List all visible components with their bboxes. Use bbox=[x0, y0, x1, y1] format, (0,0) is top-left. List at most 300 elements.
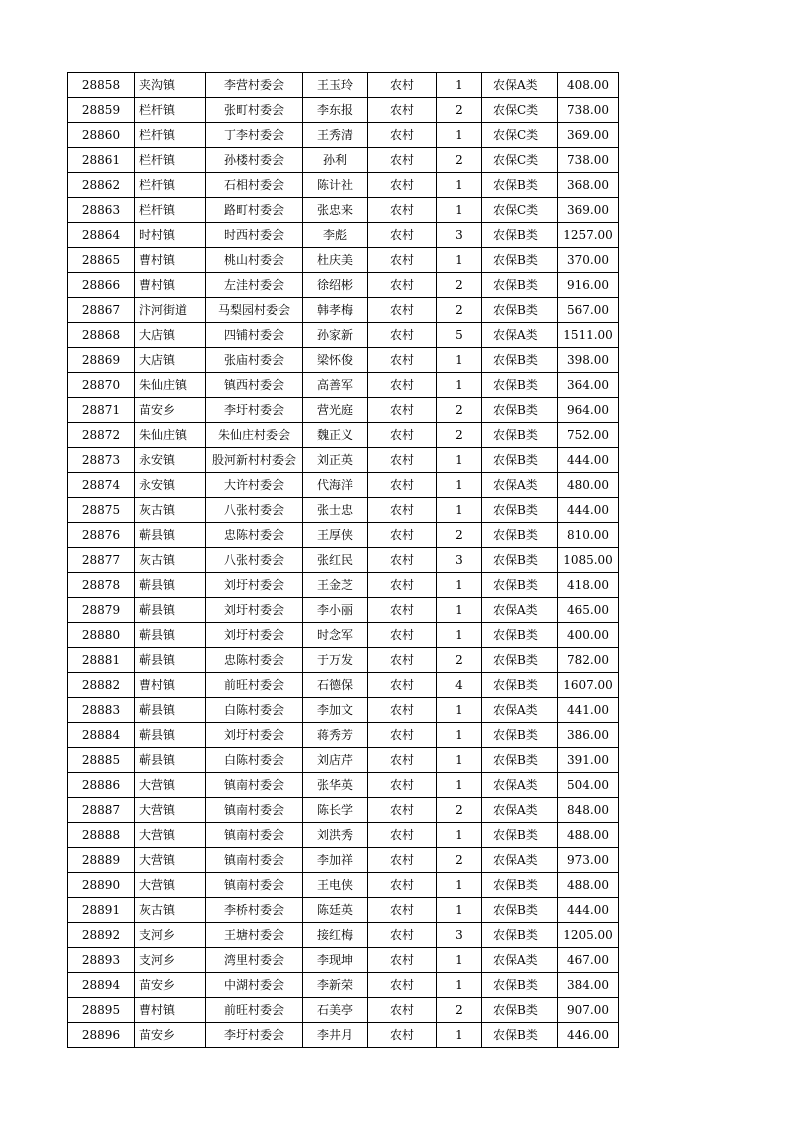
table-row bbox=[68, 398, 619, 423]
cell-name: 李新荣 bbox=[303, 973, 368, 998]
cell-town: 曹村镇 bbox=[135, 248, 206, 273]
cell-count: 1 bbox=[437, 348, 482, 373]
cell-category: 农保B类 bbox=[482, 398, 558, 423]
cell-category: 农保B类 bbox=[482, 548, 558, 573]
cell-type: 农村 bbox=[368, 898, 437, 923]
cell-category: 农保B类 bbox=[482, 823, 558, 848]
cell-name: 刘洪秀 bbox=[303, 823, 368, 848]
cell-name: 李彪 bbox=[303, 223, 368, 248]
cell-village: 路町村委会 bbox=[206, 198, 303, 223]
cell-category: 农保B类 bbox=[482, 573, 558, 598]
cell-id: 28886 bbox=[68, 773, 135, 798]
cell-id: 28862 bbox=[68, 173, 135, 198]
cell-id: 28891 bbox=[68, 898, 135, 923]
cell-amount: 738.00 bbox=[558, 98, 619, 123]
cell-type: 农村 bbox=[368, 873, 437, 898]
cell-village: 张町村委会 bbox=[206, 98, 303, 123]
cell-town: 汴河街道 bbox=[135, 298, 206, 323]
cell-count: 2 bbox=[437, 423, 482, 448]
cell-category: 农保A类 bbox=[482, 73, 558, 98]
cell-category: 农保B类 bbox=[482, 898, 558, 923]
table-row bbox=[68, 573, 619, 598]
cell-id: 28874 bbox=[68, 473, 135, 498]
cell-name: 杜庆美 bbox=[303, 248, 368, 273]
cell-village: 镇西村委会 bbox=[206, 373, 303, 398]
cell-category: 农保B类 bbox=[482, 423, 558, 448]
cell-id: 28877 bbox=[68, 548, 135, 573]
cell-category: 农保A类 bbox=[482, 698, 558, 723]
cell-type: 农村 bbox=[368, 173, 437, 198]
cell-town: 苗安乡 bbox=[135, 398, 206, 423]
cell-category: 农保B类 bbox=[482, 998, 558, 1023]
cell-name: 李现坤 bbox=[303, 948, 368, 973]
cell-name: 王秀清 bbox=[303, 123, 368, 148]
cell-village: 镇南村委会 bbox=[206, 798, 303, 823]
table-row bbox=[68, 473, 619, 498]
cell-category: 农保B类 bbox=[482, 498, 558, 523]
cell-id: 28889 bbox=[68, 848, 135, 873]
cell-type: 农村 bbox=[368, 973, 437, 998]
cell-amount: 973.00 bbox=[558, 848, 619, 873]
table-row bbox=[68, 748, 619, 773]
cell-type: 农村 bbox=[368, 773, 437, 798]
cell-village: 镇南村委会 bbox=[206, 823, 303, 848]
cell-amount: 810.00 bbox=[558, 523, 619, 548]
cell-count: 1 bbox=[437, 448, 482, 473]
cell-village: 八张村委会 bbox=[206, 548, 303, 573]
table-row bbox=[68, 698, 619, 723]
cell-count: 2 bbox=[437, 523, 482, 548]
cell-town: 大店镇 bbox=[135, 323, 206, 348]
cell-type: 农村 bbox=[368, 123, 437, 148]
table-row bbox=[68, 873, 619, 898]
cell-id: 28882 bbox=[68, 673, 135, 698]
table-row bbox=[68, 848, 619, 873]
cell-category: 农保C类 bbox=[482, 198, 558, 223]
cell-name: 张红民 bbox=[303, 548, 368, 573]
cell-type: 农村 bbox=[368, 673, 437, 698]
cell-amount: 480.00 bbox=[558, 473, 619, 498]
cell-count: 1 bbox=[437, 373, 482, 398]
cell-category: 农保B类 bbox=[482, 648, 558, 673]
cell-amount: 782.00 bbox=[558, 648, 619, 673]
cell-town: 永安镇 bbox=[135, 448, 206, 473]
cell-id: 28884 bbox=[68, 723, 135, 748]
cell-category: 农保B类 bbox=[482, 223, 558, 248]
cell-name: 张忠来 bbox=[303, 198, 368, 223]
cell-town: 蕲县镇 bbox=[135, 723, 206, 748]
cell-count: 2 bbox=[437, 998, 482, 1023]
cell-name: 时念军 bbox=[303, 623, 368, 648]
cell-village: 大许村委会 bbox=[206, 473, 303, 498]
cell-name: 孙利 bbox=[303, 148, 368, 173]
cell-amount: 418.00 bbox=[558, 573, 619, 598]
cell-count: 1 bbox=[437, 623, 482, 648]
cell-amount: 370.00 bbox=[558, 248, 619, 273]
cell-count: 1 bbox=[437, 248, 482, 273]
cell-village: 李圩村委会 bbox=[206, 1023, 303, 1048]
table-row bbox=[68, 723, 619, 748]
cell-name: 王金芝 bbox=[303, 573, 368, 598]
cell-id: 28887 bbox=[68, 798, 135, 823]
cell-name: 王厚侠 bbox=[303, 523, 368, 548]
cell-category: 农保A类 bbox=[482, 323, 558, 348]
cell-village: 刘圩村委会 bbox=[206, 573, 303, 598]
cell-id: 28875 bbox=[68, 498, 135, 523]
cell-category: 农保B类 bbox=[482, 748, 558, 773]
table-row bbox=[68, 198, 619, 223]
cell-type: 农村 bbox=[368, 923, 437, 948]
cell-id: 28858 bbox=[68, 73, 135, 98]
cell-count: 1 bbox=[437, 73, 482, 98]
cell-town: 蕲县镇 bbox=[135, 623, 206, 648]
cell-town: 蕲县镇 bbox=[135, 523, 206, 548]
table-row bbox=[68, 623, 619, 648]
cell-type: 农村 bbox=[368, 823, 437, 848]
table-row bbox=[68, 823, 619, 848]
cell-amount: 1205.00 bbox=[558, 923, 619, 948]
cell-category: 农保A类 bbox=[482, 473, 558, 498]
cell-village: 朱仙庄村委会 bbox=[206, 423, 303, 448]
cell-town: 蕲县镇 bbox=[135, 573, 206, 598]
cell-amount: 384.00 bbox=[558, 973, 619, 998]
cell-count: 1 bbox=[437, 698, 482, 723]
cell-category: 农保B类 bbox=[482, 173, 558, 198]
cell-id: 28888 bbox=[68, 823, 135, 848]
cell-village: 刘圩村委会 bbox=[206, 598, 303, 623]
table-row bbox=[68, 998, 619, 1023]
cell-type: 农村 bbox=[368, 348, 437, 373]
cell-type: 农村 bbox=[368, 623, 437, 648]
cell-name: 高善军 bbox=[303, 373, 368, 398]
cell-town: 蕲县镇 bbox=[135, 698, 206, 723]
cell-id: 28880 bbox=[68, 623, 135, 648]
cell-name: 石德保 bbox=[303, 673, 368, 698]
cell-id: 28863 bbox=[68, 198, 135, 223]
cell-amount: 368.00 bbox=[558, 173, 619, 198]
table-row bbox=[68, 523, 619, 548]
table-row bbox=[68, 298, 619, 323]
cell-name: 陈廷英 bbox=[303, 898, 368, 923]
cell-town: 夹沟镇 bbox=[135, 73, 206, 98]
cell-count: 2 bbox=[437, 98, 482, 123]
cell-town: 蕲县镇 bbox=[135, 748, 206, 773]
table-row bbox=[68, 223, 619, 248]
cell-village: 镇南村委会 bbox=[206, 873, 303, 898]
table-row bbox=[68, 898, 619, 923]
cell-amount: 444.00 bbox=[558, 898, 619, 923]
cell-category: 农保B类 bbox=[482, 348, 558, 373]
cell-type: 农村 bbox=[368, 848, 437, 873]
cell-village: 镇南村委会 bbox=[206, 848, 303, 873]
cell-town: 大店镇 bbox=[135, 348, 206, 373]
cell-count: 3 bbox=[437, 548, 482, 573]
table-row bbox=[68, 1023, 619, 1048]
cell-village: 忠陈村委会 bbox=[206, 523, 303, 548]
cell-name: 李井月 bbox=[303, 1023, 368, 1048]
cell-village: 石相村委会 bbox=[206, 173, 303, 198]
cell-name: 刘正英 bbox=[303, 448, 368, 473]
cell-amount: 1257.00 bbox=[558, 223, 619, 248]
cell-id: 28896 bbox=[68, 1023, 135, 1048]
cell-name: 张士忠 bbox=[303, 498, 368, 523]
cell-count: 2 bbox=[437, 398, 482, 423]
cell-village: 刘圩村委会 bbox=[206, 723, 303, 748]
cell-count: 1 bbox=[437, 123, 482, 148]
cell-village: 王塘村委会 bbox=[206, 923, 303, 948]
cell-category: 农保B类 bbox=[482, 973, 558, 998]
cell-town: 苗安乡 bbox=[135, 1023, 206, 1048]
cell-amount: 567.00 bbox=[558, 298, 619, 323]
cell-count: 1 bbox=[437, 173, 482, 198]
table-row bbox=[68, 248, 619, 273]
cell-town: 大营镇 bbox=[135, 773, 206, 798]
cell-type: 农村 bbox=[368, 598, 437, 623]
cell-type: 农村 bbox=[368, 373, 437, 398]
cell-category: 农保A类 bbox=[482, 798, 558, 823]
cell-category: 农保B类 bbox=[482, 248, 558, 273]
cell-town: 曹村镇 bbox=[135, 673, 206, 698]
cell-count: 1 bbox=[437, 823, 482, 848]
cell-id: 28893 bbox=[68, 948, 135, 973]
cell-town: 曹村镇 bbox=[135, 273, 206, 298]
cell-village: 左洼村委会 bbox=[206, 273, 303, 298]
cell-town: 栏杆镇 bbox=[135, 98, 206, 123]
cell-id: 28867 bbox=[68, 298, 135, 323]
cell-id: 28860 bbox=[68, 123, 135, 148]
cell-amount: 369.00 bbox=[558, 198, 619, 223]
cell-amount: 1511.00 bbox=[558, 323, 619, 348]
cell-id: 28894 bbox=[68, 973, 135, 998]
table-row bbox=[68, 498, 619, 523]
cell-amount: 465.00 bbox=[558, 598, 619, 623]
table-row bbox=[68, 798, 619, 823]
cell-type: 农村 bbox=[368, 73, 437, 98]
cell-count: 2 bbox=[437, 148, 482, 173]
cell-id: 28865 bbox=[68, 248, 135, 273]
cell-type: 农村 bbox=[368, 723, 437, 748]
cell-name: 韩孝梅 bbox=[303, 298, 368, 323]
table-row bbox=[68, 98, 619, 123]
cell-id: 28876 bbox=[68, 523, 135, 548]
cell-category: 农保A类 bbox=[482, 848, 558, 873]
cell-amount: 1085.00 bbox=[558, 548, 619, 573]
cell-id: 28872 bbox=[68, 423, 135, 448]
cell-name: 徐绍彬 bbox=[303, 273, 368, 298]
cell-count: 3 bbox=[437, 223, 482, 248]
cell-amount: 386.00 bbox=[558, 723, 619, 748]
cell-id: 28870 bbox=[68, 373, 135, 398]
cell-category: 农保B类 bbox=[482, 273, 558, 298]
cell-town: 栏杆镇 bbox=[135, 148, 206, 173]
cell-name: 李加祥 bbox=[303, 848, 368, 873]
cell-amount: 369.00 bbox=[558, 123, 619, 148]
cell-id: 28885 bbox=[68, 748, 135, 773]
cell-amount: 916.00 bbox=[558, 273, 619, 298]
cell-type: 农村 bbox=[368, 948, 437, 973]
cell-type: 农村 bbox=[368, 273, 437, 298]
cell-village: 李营村委会 bbox=[206, 73, 303, 98]
cell-village: 前旺村委会 bbox=[206, 673, 303, 698]
cell-type: 农村 bbox=[368, 198, 437, 223]
cell-type: 农村 bbox=[368, 473, 437, 498]
cell-town: 朱仙庄镇 bbox=[135, 423, 206, 448]
cell-village: 忠陈村委会 bbox=[206, 648, 303, 673]
table-row bbox=[68, 423, 619, 448]
cell-id: 28871 bbox=[68, 398, 135, 423]
cell-id: 28866 bbox=[68, 273, 135, 298]
cell-category: 农保B类 bbox=[482, 623, 558, 648]
cell-village: 刘圩村委会 bbox=[206, 623, 303, 648]
table-row bbox=[68, 273, 619, 298]
cell-category: 农保B类 bbox=[482, 673, 558, 698]
cell-type: 农村 bbox=[368, 498, 437, 523]
cell-type: 农村 bbox=[368, 248, 437, 273]
cell-id: 28878 bbox=[68, 573, 135, 598]
cell-count: 1 bbox=[437, 573, 482, 598]
cell-amount: 504.00 bbox=[558, 773, 619, 798]
cell-amount: 488.00 bbox=[558, 823, 619, 848]
cell-village: 镇南村委会 bbox=[206, 773, 303, 798]
cell-type: 农村 bbox=[368, 548, 437, 573]
cell-count: 1 bbox=[437, 598, 482, 623]
cell-type: 农村 bbox=[368, 698, 437, 723]
cell-town: 支河乡 bbox=[135, 948, 206, 973]
cell-count: 1 bbox=[437, 873, 482, 898]
cell-name: 陈计社 bbox=[303, 173, 368, 198]
cell-count: 2 bbox=[437, 648, 482, 673]
cell-name: 王电侠 bbox=[303, 873, 368, 898]
cell-village: 中湖村委会 bbox=[206, 973, 303, 998]
cell-village: 张庙村委会 bbox=[206, 348, 303, 373]
cell-name: 蒋秀芳 bbox=[303, 723, 368, 748]
cell-count: 1 bbox=[437, 498, 482, 523]
cell-count: 4 bbox=[437, 673, 482, 698]
table-row bbox=[68, 923, 619, 948]
cell-id: 28883 bbox=[68, 698, 135, 723]
cell-amount: 488.00 bbox=[558, 873, 619, 898]
cell-count: 1 bbox=[437, 773, 482, 798]
cell-name: 营光庭 bbox=[303, 398, 368, 423]
cell-town: 蕲县镇 bbox=[135, 648, 206, 673]
cell-count: 2 bbox=[437, 848, 482, 873]
cell-count: 1 bbox=[437, 948, 482, 973]
cell-type: 农村 bbox=[368, 398, 437, 423]
cell-name: 代海洋 bbox=[303, 473, 368, 498]
cell-amount: 1607.00 bbox=[558, 673, 619, 698]
cell-category: 农保B类 bbox=[482, 373, 558, 398]
cell-name: 刘店芹 bbox=[303, 748, 368, 773]
cell-category: 农保B类 bbox=[482, 923, 558, 948]
cell-amount: 738.00 bbox=[558, 148, 619, 173]
cell-village: 李圩村委会 bbox=[206, 398, 303, 423]
cell-name: 接红梅 bbox=[303, 923, 368, 948]
cell-village: 八张村委会 bbox=[206, 498, 303, 523]
cell-amount: 752.00 bbox=[558, 423, 619, 448]
table-row bbox=[68, 648, 619, 673]
table-row bbox=[68, 973, 619, 998]
cell-type: 农村 bbox=[368, 423, 437, 448]
cell-amount: 398.00 bbox=[558, 348, 619, 373]
cell-town: 灰古镇 bbox=[135, 498, 206, 523]
cell-town: 蕲县镇 bbox=[135, 598, 206, 623]
cell-town: 灰古镇 bbox=[135, 548, 206, 573]
cell-category: 农保B类 bbox=[482, 873, 558, 898]
table-row bbox=[68, 598, 619, 623]
cell-village: 白陈村委会 bbox=[206, 748, 303, 773]
cell-category: 农保A类 bbox=[482, 598, 558, 623]
cell-amount: 964.00 bbox=[558, 398, 619, 423]
cell-type: 农村 bbox=[368, 573, 437, 598]
cell-type: 农村 bbox=[368, 298, 437, 323]
table-row bbox=[68, 173, 619, 198]
table-row bbox=[68, 148, 619, 173]
table-row bbox=[68, 73, 619, 98]
cell-category: 农保B类 bbox=[482, 723, 558, 748]
cell-amount: 446.00 bbox=[558, 1023, 619, 1048]
cell-id: 28890 bbox=[68, 873, 135, 898]
cell-name: 李东报 bbox=[303, 98, 368, 123]
cell-village: 李桥村委会 bbox=[206, 898, 303, 923]
cell-name: 陈长学 bbox=[303, 798, 368, 823]
cell-count: 5 bbox=[437, 323, 482, 348]
cell-town: 朱仙庄镇 bbox=[135, 373, 206, 398]
cell-town: 大营镇 bbox=[135, 823, 206, 848]
cell-amount: 467.00 bbox=[558, 948, 619, 973]
cell-village: 马梨园村委会 bbox=[206, 298, 303, 323]
cell-type: 农村 bbox=[368, 448, 437, 473]
cell-town: 大营镇 bbox=[135, 848, 206, 873]
cell-type: 农村 bbox=[368, 748, 437, 773]
cell-name: 李加文 bbox=[303, 698, 368, 723]
cell-id: 28881 bbox=[68, 648, 135, 673]
cell-village: 白陈村委会 bbox=[206, 698, 303, 723]
cell-count: 2 bbox=[437, 273, 482, 298]
cell-town: 栏杆镇 bbox=[135, 173, 206, 198]
cell-category: 农保B类 bbox=[482, 523, 558, 548]
cell-amount: 848.00 bbox=[558, 798, 619, 823]
cell-amount: 907.00 bbox=[558, 998, 619, 1023]
cell-town: 大营镇 bbox=[135, 798, 206, 823]
cell-category: 农保C类 bbox=[482, 123, 558, 148]
table-row bbox=[68, 448, 619, 473]
cell-town: 永安镇 bbox=[135, 473, 206, 498]
cell-id: 28873 bbox=[68, 448, 135, 473]
cell-count: 1 bbox=[437, 748, 482, 773]
cell-count: 3 bbox=[437, 923, 482, 948]
cell-town: 时村镇 bbox=[135, 223, 206, 248]
cell-count: 1 bbox=[437, 973, 482, 998]
cell-id: 28892 bbox=[68, 923, 135, 948]
cell-category: 农保C类 bbox=[482, 98, 558, 123]
cell-id: 28895 bbox=[68, 998, 135, 1023]
cell-town: 灰古镇 bbox=[135, 898, 206, 923]
cell-type: 农村 bbox=[368, 98, 437, 123]
cell-town: 栏杆镇 bbox=[135, 198, 206, 223]
cell-amount: 444.00 bbox=[558, 448, 619, 473]
cell-count: 2 bbox=[437, 298, 482, 323]
cell-type: 农村 bbox=[368, 648, 437, 673]
table-row bbox=[68, 773, 619, 798]
cell-town: 大营镇 bbox=[135, 873, 206, 898]
cell-count: 1 bbox=[437, 473, 482, 498]
cell-amount: 408.00 bbox=[558, 73, 619, 98]
cell-id: 28869 bbox=[68, 348, 135, 373]
cell-category: 农保C类 bbox=[482, 148, 558, 173]
cell-town: 曹村镇 bbox=[135, 998, 206, 1023]
cell-village: 股河新村村委会 bbox=[206, 448, 303, 473]
table-row bbox=[68, 123, 619, 148]
